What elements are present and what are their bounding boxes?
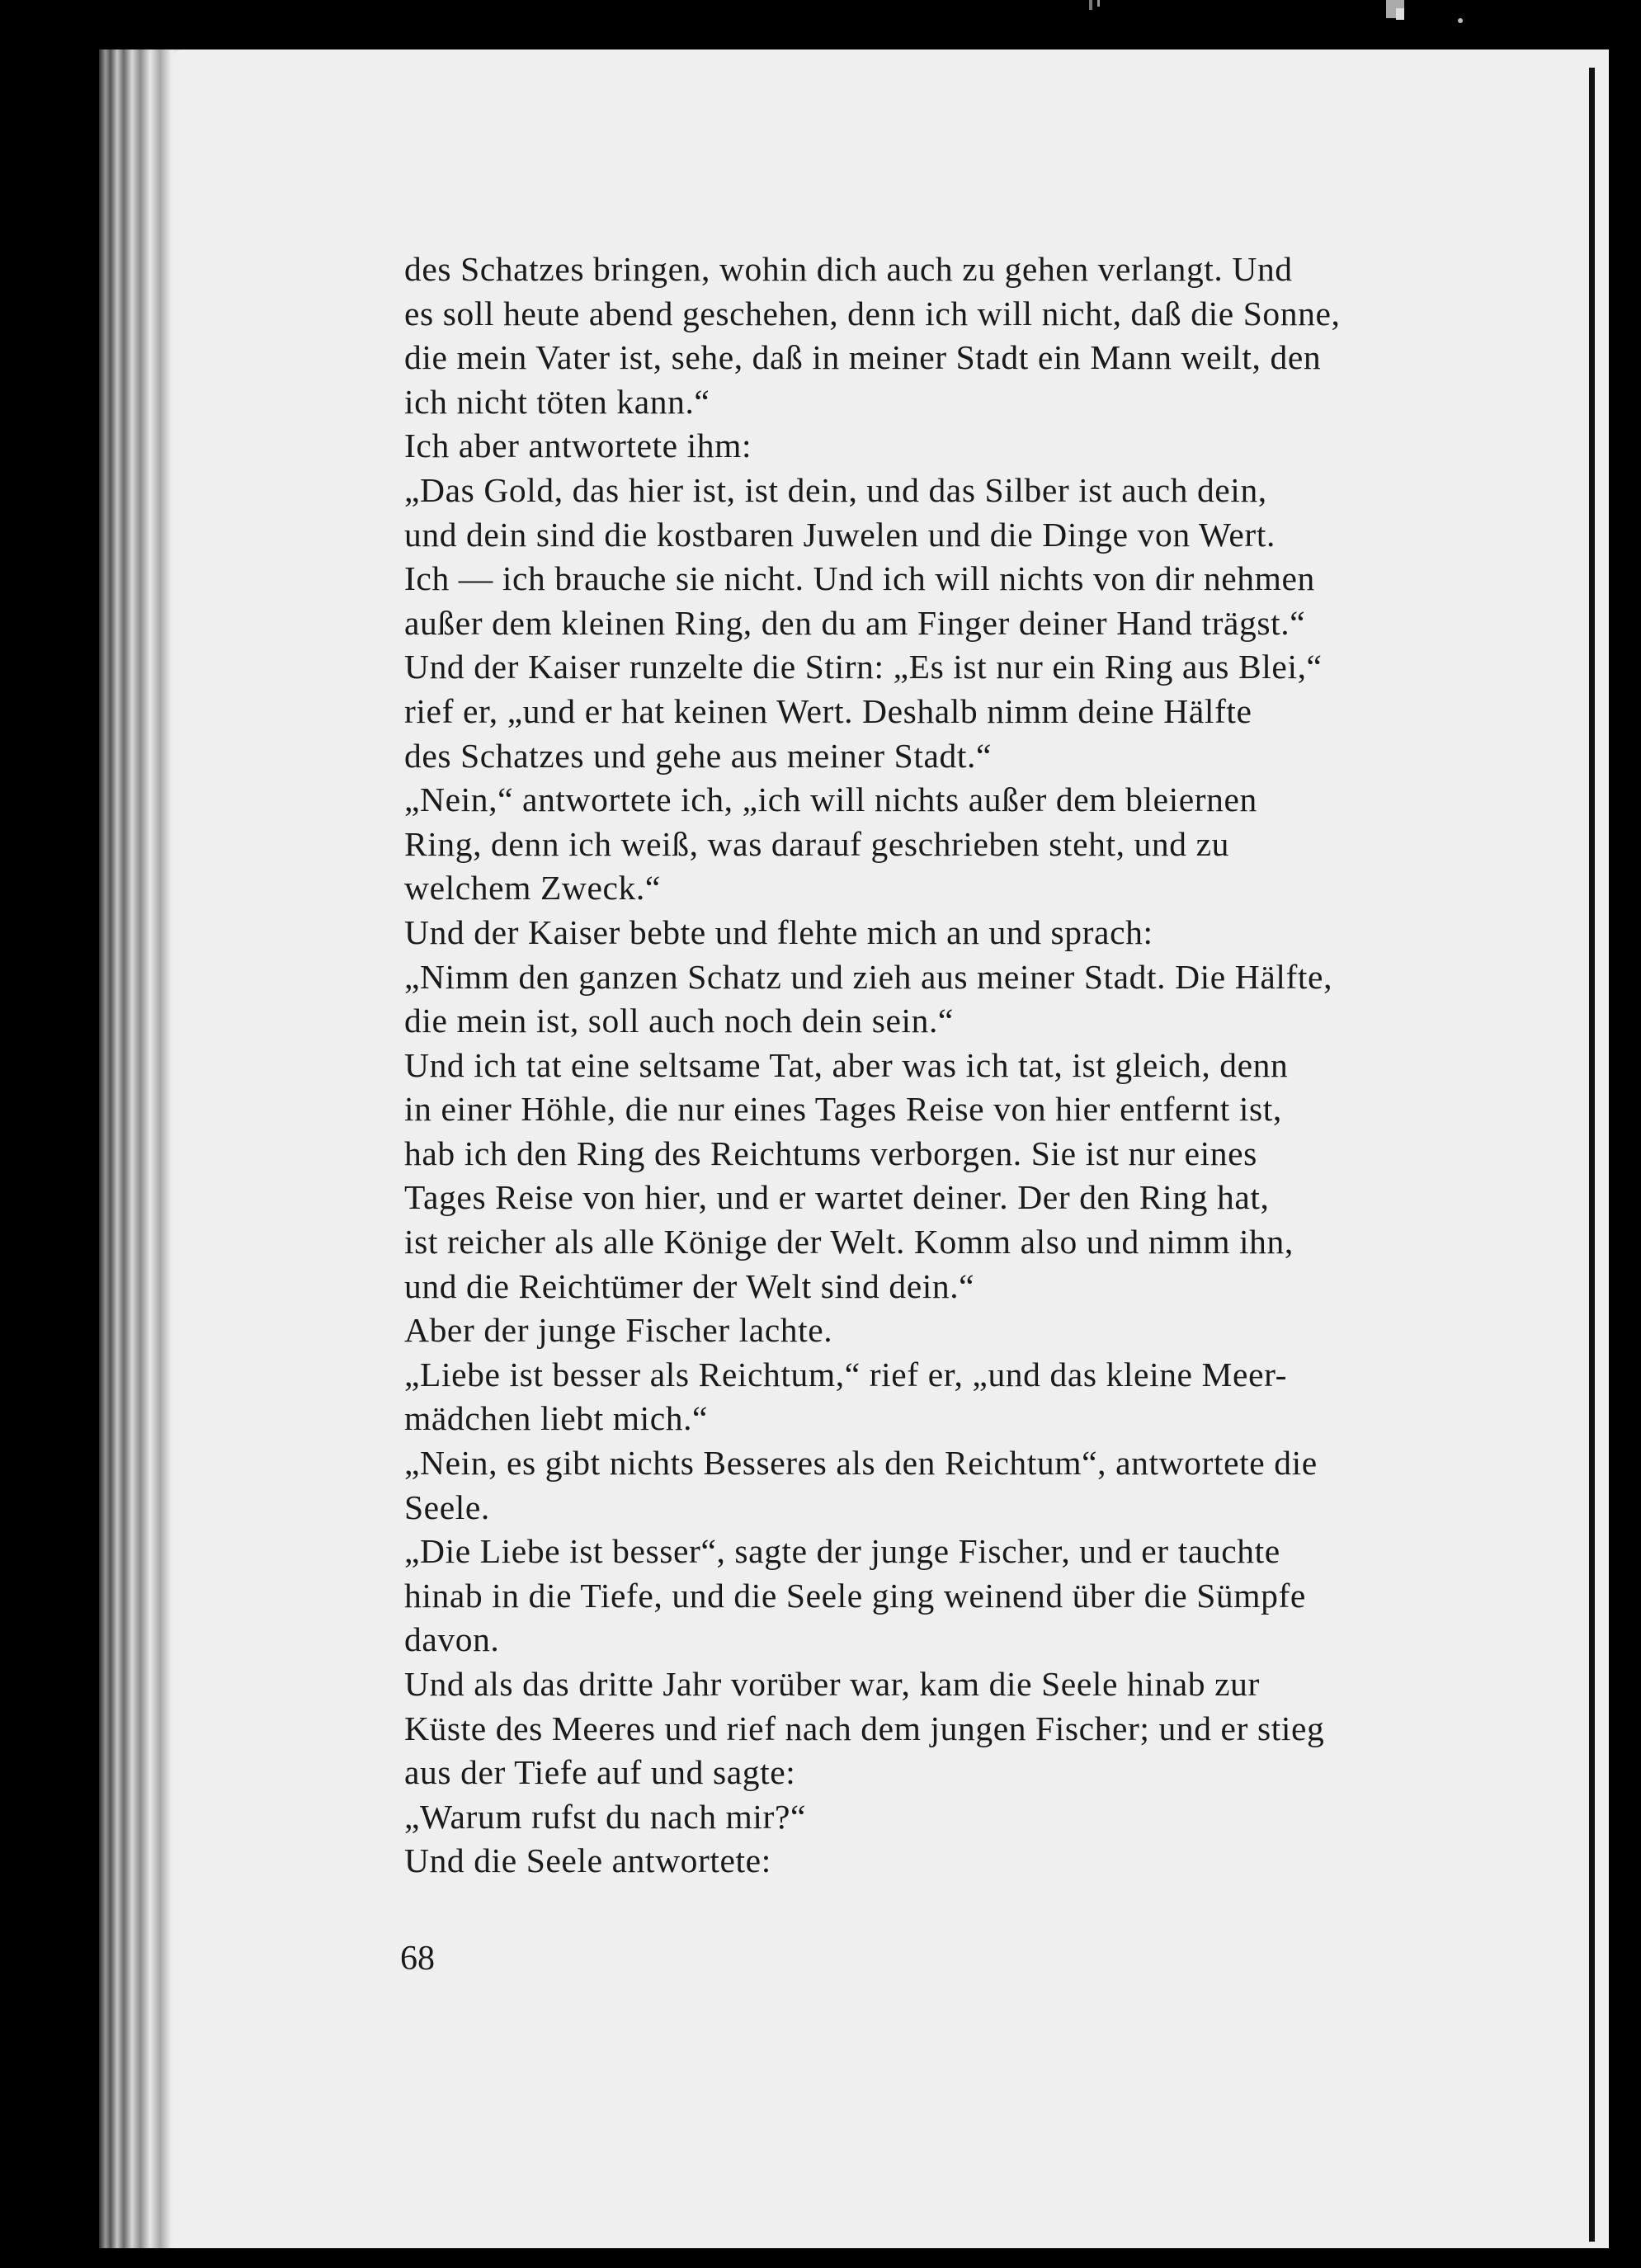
- text-line: „Warum rufst du nach mir?“: [404, 1797, 807, 1836]
- text-line: davon.: [404, 1620, 500, 1659]
- page-number: 68: [400, 1940, 435, 1978]
- text-line: Und ich tat eine seltsame Tat, aber was ich tat, ist gleich, denn: [404, 1045, 1289, 1084]
- text-line: „Die Liebe ist besser“, sagte der junge Fischer, und er tauchte: [404, 1532, 1280, 1571]
- text-line: Und als das dritte Jahr vorüber war, kam die Seele hinab zur: [404, 1665, 1260, 1703]
- scan-artifact: [1073, 0, 1485, 50]
- text-line: Seele.: [404, 1488, 490, 1526]
- text-line: Ich — ich brauche sie nicht. Und ich will nichts von dir nehmen: [404, 559, 1315, 598]
- text-line: es soll heute abend geschehen, denn ich will nicht, daß die Sonne,: [404, 294, 1341, 332]
- text-line: und dein sind die kostbaren Juwelen und die Dinge von Wert.: [404, 515, 1276, 554]
- text-line: die mein ist, soll auch noch dein sein.“: [404, 1002, 954, 1040]
- text-line: „Nein, es gibt nichts Besseres als den Reichtum“, antwortete die: [404, 1444, 1318, 1483]
- text-line: Ring, denn ich weiß, was darauf geschrieben steht, und zu: [404, 824, 1229, 863]
- text-line: Aber der junge Fischer lachte.: [404, 1311, 833, 1350]
- text-line: des Schatzes bringen, wohin dich auch zu gehen verlangt. Und: [404, 250, 1293, 288]
- text-line: in einer Höhle, die nur eines Tages Reise von hier entfernt ist,: [404, 1090, 1282, 1129]
- text-line: die mein Vater ist, sehe, daß in meiner Stadt ein Mann weilt, den: [404, 338, 1322, 377]
- text-line: Und der Kaiser runzelte die Stirn: „Es ist nur ein Ring aus Blei,“: [404, 648, 1323, 686]
- page-right-edge: [1589, 68, 1595, 2242]
- text-line: und die Reichtümer der Welt sind dein.“: [404, 1266, 975, 1305]
- text-line: aus der Tiefe auf und sagte:: [404, 1753, 796, 1792]
- text-line: Küste des Meeres und rief nach dem jungen Fischer; und er stieg: [404, 1709, 1325, 1747]
- text-line: „Das Gold, das hier ist, ist dein, und das Silber ist auch dein,: [404, 470, 1267, 509]
- text-line: welchem Zweck.“: [404, 869, 661, 908]
- text-line: außer dem kleinen Ring, den du am Finger deiner Hand trägst.“: [404, 603, 1306, 642]
- text-line: „Nein,“ antwortete ich, „ich will nichts außer dem bleiernen: [404, 780, 1257, 819]
- text-line: mädchen liebt mich.“: [404, 1399, 709, 1438]
- text-line: des Schatzes und gehe aus meiner Stadt.“: [404, 736, 992, 775]
- text-line: „Nimm den ganzen Schatz und zieh aus meiner Stadt. Die Hälfte,: [404, 957, 1333, 996]
- text-line: ist reicher als alle Könige der Welt. Komm also und nimm ihn,: [404, 1223, 1294, 1261]
- text-line: „Liebe ist besser als Reichtum,“ rief er, „und das kleine Meer-: [404, 1355, 1288, 1393]
- text-line: hinab in die Tiefe, und die Seele ging weinend über die Sümpfe: [404, 1576, 1306, 1615]
- text-line: hab ich den Ring des Reichtums verborgen. Sie ist nur eines: [404, 1134, 1257, 1172]
- body-text: [404, 248, 1450, 1884]
- text-line: Und der Kaiser bebte und flehte mich an und sprach:: [404, 912, 1153, 951]
- text-line: ich nicht töten kann.“: [404, 382, 710, 421]
- text-line: Und die Seele antwortete:: [404, 1841, 771, 1880]
- text-line: rief er, „und er hat keinen Wert. Deshalb nimm deine Hälfte: [404, 691, 1252, 730]
- text-line: Ich aber antwortete ihm:: [404, 427, 752, 465]
- text-line: Tages Reise von hier, und er wartet deiner. Der den Ring hat,: [404, 1178, 1270, 1217]
